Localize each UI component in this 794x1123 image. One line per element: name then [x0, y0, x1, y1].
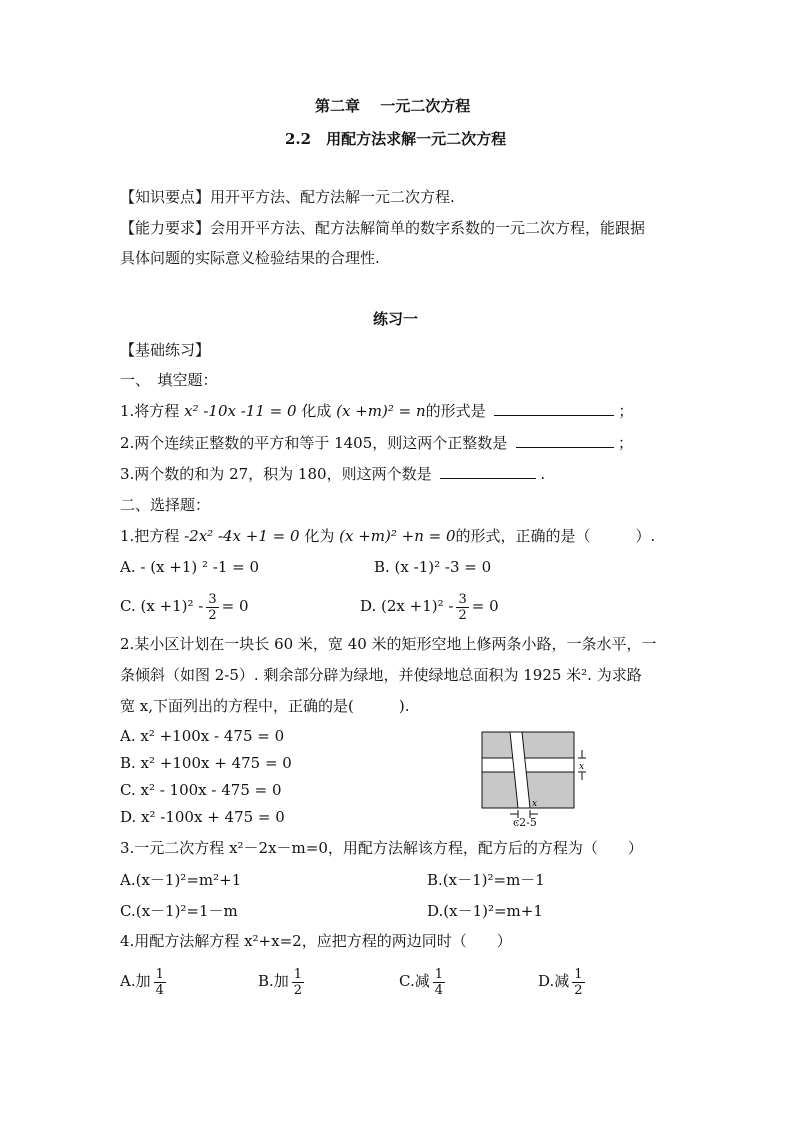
- chapter-title: 第二章 一元二次方程: [315, 97, 471, 115]
- choice-q4-b-fraction: [292, 967, 304, 998]
- choice-q4-option-c[interactable]: [399, 964, 448, 998]
- choice-q4-a-text: A.加: [120, 972, 151, 990]
- knowledge-points: 【知识要点】用开平方法、配方法解一元二次方程.: [120, 188, 455, 206]
- fill-question-1: [120, 401, 633, 421]
- fill-q2-end: ；: [618, 434, 634, 452]
- choice-q1-c-fraction: [206, 592, 218, 623]
- choice-q1-c-rhs: = 0: [221, 597, 249, 615]
- basic-practice-label: 【基础练习】: [120, 341, 211, 359]
- choice-q4-option-d[interactable]: [538, 964, 588, 998]
- fill-q3-text: 3.两个数的和为 27，积为 180，则这两个数是: [120, 465, 432, 483]
- choice-q3-option-d[interactable]: D.(x－1)²=m+1: [427, 902, 543, 920]
- choice-q1-d-fraction: [456, 592, 468, 623]
- choice-q4-b-text: B.加: [258, 972, 289, 990]
- choice-q1-d-text: D. (2x +1)² -: [360, 597, 454, 615]
- choice-q1-equation: -2x² -4x +1 = 0: [184, 527, 300, 545]
- choice-question-4: 4.用配方法解方程 x²+x=2，应把方程的两边同时（ ）: [120, 932, 512, 950]
- choice-q1-form: (x +m)² +n = 0: [339, 527, 456, 545]
- choice-q2-line1: 2.某小区计划在一块长 60 米，宽 40 米的矩形空地上修两条小路，一条水平，一: [120, 635, 657, 653]
- fraction-denominator: 2: [293, 982, 303, 998]
- fill-q1-text-b: 化成: [301, 402, 332, 420]
- fill-q3-end: .: [540, 465, 546, 483]
- fraction-numerator: 3: [458, 591, 467, 607]
- road-width-label-vertical: x: [579, 762, 585, 772]
- fraction-denominator: 4: [155, 982, 164, 998]
- choice-heading: 二、选择题：: [120, 496, 211, 514]
- fill-q1-end: ；: [618, 402, 634, 420]
- ability-requirement-line1: 【能力要求】会用开平方法、配方法解简单的数字系数的一元二次方程，能跟据: [120, 219, 646, 237]
- fraction-numerator: 1: [574, 966, 583, 982]
- choice-q2-option-a[interactable]: A. x² +100x - 475 = 0: [120, 727, 285, 745]
- fraction-numerator: 1: [293, 966, 303, 982]
- fill-q1-equation: x² -10x -11 = 0: [184, 402, 297, 420]
- practice-title: 练习一: [373, 310, 419, 328]
- road-width-label-horizontal: x: [532, 799, 538, 809]
- fill-q2-answer-blank[interactable]: [516, 433, 614, 448]
- horizontal-road: [482, 758, 574, 772]
- fill-q2-text: 2.两个连续正整数的平方和等于 1405，则这两个正整数是: [120, 434, 508, 452]
- choice-q2-option-b[interactable]: B. x² +100x + 475 = 0: [120, 754, 292, 772]
- choice-q2-line2: 条倾斜（如图 2-5）. 剩余部分辟为绿地，并使绿地总面积为 1925 米². 为求路: [120, 666, 642, 684]
- choice-q1-option-b[interactable]: B. (x -1)² -3 = 0: [374, 558, 492, 576]
- choice-q1-c-text: C. (x +1)² -: [120, 597, 204, 615]
- fraction-numerator: 1: [155, 966, 164, 982]
- fill-question-2: [120, 433, 633, 453]
- fill-question-3: [120, 464, 545, 484]
- choice-question-1: [120, 526, 655, 546]
- choice-q1-text-a: 1.把方程: [120, 527, 180, 545]
- fraction-numerator: 3: [208, 591, 217, 607]
- choice-q1-text-c: 的形式，正确的是（ ）.: [455, 527, 656, 545]
- fill-q1-text-c: 的形式是: [425, 402, 486, 420]
- fraction-denominator: 2: [208, 607, 217, 623]
- section-title: 2.2 用配方法求解一元二次方程: [285, 130, 507, 148]
- choice-q1-option-d[interactable]: [360, 590, 499, 623]
- fraction-denominator: 2: [574, 982, 583, 998]
- choice-q3-option-c[interactable]: C.(x－1)²=1－m: [120, 902, 238, 920]
- choice-q4-option-a[interactable]: [120, 964, 169, 998]
- choice-q1-text-b: 化为: [304, 527, 335, 545]
- fraction-denominator: 4: [434, 982, 443, 998]
- fill-in-heading: 一、 填空题：: [120, 371, 218, 389]
- choice-q4-option-b[interactable]: [258, 964, 307, 998]
- choice-question-3: 3.一元二次方程 x²－2x－m=0，用配方法解该方程，配方后的方程为（ ）: [120, 839, 643, 857]
- ability-requirement-line2: 具体问题的实际意义检验结果的合理性.: [120, 249, 380, 267]
- choice-q4-d-fraction: [572, 967, 584, 998]
- choice-q4-c-fraction: [433, 967, 445, 998]
- road-diagram: [478, 728, 598, 838]
- fill-q1-answer-blank[interactable]: [494, 401, 614, 416]
- figure-caption: ͼ2-5: [513, 816, 537, 829]
- fill-q3-answer-blank[interactable]: [440, 464, 536, 479]
- choice-q1-d-rhs: = 0: [471, 597, 499, 615]
- choice-q1-option-a[interactable]: A. - (x +1) ² -1 = 0: [120, 558, 260, 576]
- fill-q1-text-a: 1.将方程: [120, 402, 180, 420]
- choice-q1-option-c[interactable]: [120, 590, 249, 623]
- fraction-numerator: 1: [434, 966, 443, 982]
- choice-q2-line3: 宽 x,下面列出的方程中，正确的是( ).: [120, 697, 410, 715]
- choice-q4-c-text: C.减: [399, 972, 430, 990]
- fill-q1-form: (x +m)² = n: [336, 402, 426, 420]
- choice-q3-option-a[interactable]: A.(x－1)²=m²+1: [120, 871, 242, 889]
- fraction-denominator: 2: [458, 607, 467, 623]
- choice-q2-option-c[interactable]: C. x² - 100x - 475 = 0: [120, 781, 282, 799]
- choice-q4-a-fraction: [154, 967, 166, 998]
- choice-q3-option-b[interactable]: B.(x－1)²=m－1: [427, 871, 545, 889]
- choice-q2-option-d[interactable]: D. x² -100x + 475 = 0: [120, 808, 285, 826]
- choice-q4-d-text: D.减: [538, 972, 570, 990]
